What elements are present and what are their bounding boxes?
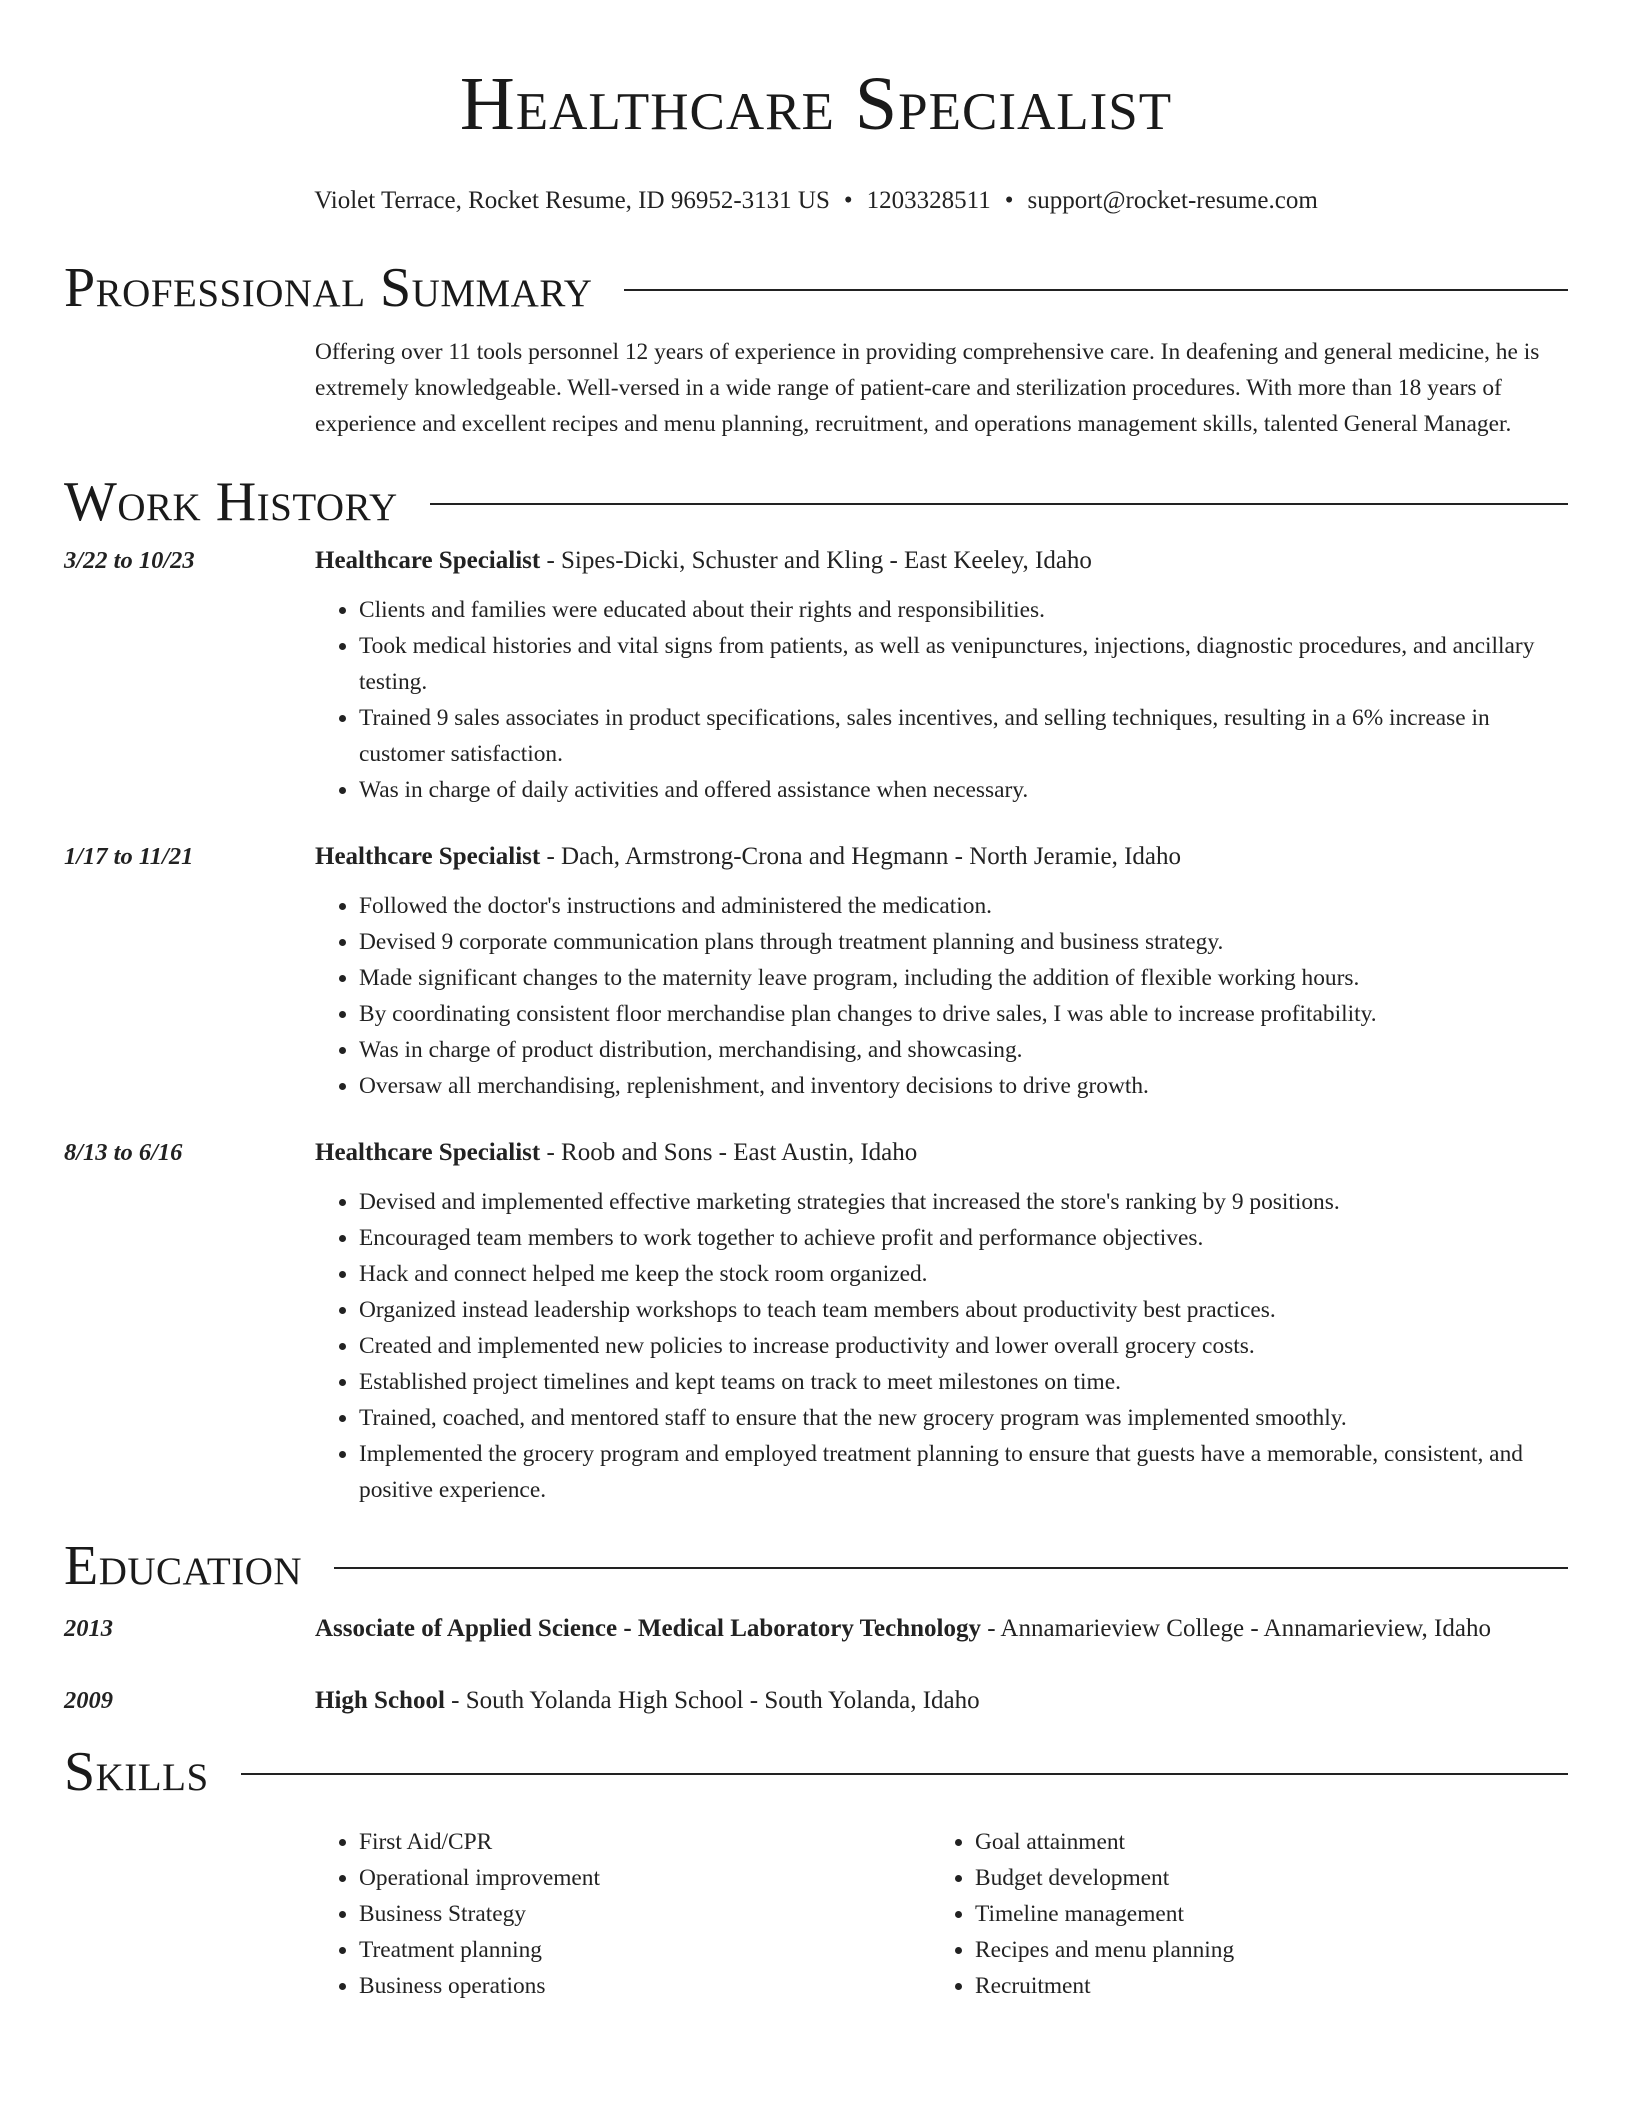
- job-details: - Roob and Sons - East Austin, Idaho: [540, 1139, 918, 1166]
- resume-page: [64, 0, 1568, 2004]
- education-section-header: [64, 1532, 1568, 1600]
- job-bullets: [315, 888, 1568, 1104]
- skill-item: • Timeline management: [975, 1896, 1547, 1932]
- skill-item: • Operational improvement: [359, 1860, 931, 1896]
- list-item: • Took medical histories and vital signs from patients, as well as venipunctures, injections, diagnostic procedures, and ancillary testing.: [359, 628, 1568, 700]
- education-content: [315, 1682, 1568, 1720]
- list-item: • Was in charge of product distribution, merchandising, and showcasing.: [359, 1032, 1568, 1068]
- contact-phone: 1203328511: [866, 187, 991, 214]
- job-bullets: [315, 1184, 1568, 1508]
- contact-line: [64, 184, 1568, 218]
- work-heading: Work History: [64, 471, 398, 533]
- list-item: • Was in charge of daily activities and offered assistance when necessary.: [359, 772, 1568, 808]
- education-entry: [64, 1682, 1568, 1720]
- section-divider: [334, 1567, 1568, 1569]
- education-year: 2009: [64, 1687, 113, 1714]
- education-degree: High School: [315, 1687, 445, 1714]
- summary-text: Offering over 11 tools personnel 12 years of experience in providing comprehensive care. In deafening and general medicine, he is extremely knowledgeable. Well-versed in a wide range of patient-care and sterilization procedures. With more than 18 years of experience and excellent recipes and menu planning, recruitment, and operations management skills, talented General Manager.: [315, 339, 1540, 437]
- resume-title: Healthcare Specialist: [459, 62, 1173, 146]
- job-entry: [64, 838, 1568, 1104]
- list-item: • Hack and connect helped me keep the stock room organized.: [359, 1256, 1568, 1292]
- list-item: • Oversaw all merchandising, replenishment, and inventory decisions to drive growth.: [359, 1068, 1568, 1104]
- job-content: [315, 838, 1568, 1104]
- job-entry: [64, 542, 1568, 808]
- list-item: • Devised 9 corporate communication plans through treatment planning and business strategy.: [359, 924, 1568, 960]
- job-content: [315, 542, 1568, 808]
- skill-item: • Business operations: [359, 1968, 931, 2004]
- skill-item: • First Aid/CPR: [359, 1824, 931, 1860]
- list-item: • Encouraged team members to work together to achieve profit and performance objectives.: [359, 1220, 1568, 1256]
- section-divider: [624, 289, 1568, 291]
- skill-item: • Recipes and menu planning: [975, 1932, 1547, 1968]
- education-content: [315, 1610, 1568, 1648]
- job-dates: 3/22 to 10/23: [64, 547, 195, 574]
- list-item: • By coordinating consistent floor merchandise plan changes to drive sales, I was able to increase profitability.: [359, 996, 1568, 1032]
- list-item: • Clients and families were educated about their rights and responsibilities.: [359, 592, 1568, 628]
- list-item: • Created and implemented new policies to increase productivity and lower overall grocery costs.: [359, 1328, 1568, 1364]
- job-details: - Dach, Armstrong-Crona and Hegmann - North Jeramie, Idaho: [540, 843, 1181, 870]
- contact-separator: •: [843, 187, 853, 214]
- job-dates: 8/13 to 6/16: [64, 1139, 183, 1166]
- work-section-header: [64, 468, 1568, 536]
- job-title: Healthcare Specialist: [315, 547, 541, 574]
- skills-columns: [315, 1824, 1568, 2004]
- skill-item: • Recruitment: [975, 1968, 1547, 2004]
- job-header: [315, 1134, 1568, 1172]
- job-dates: 1/17 to 11/21: [64, 843, 194, 870]
- education-details: - Annamarieview College - Annamarieview, Idaho: [980, 1615, 1491, 1642]
- list-item: • Established project timelines and kept teams on track to meet milestones on time.: [359, 1364, 1568, 1400]
- skills-list-right: [931, 1824, 1547, 2004]
- education-heading: Education: [64, 1535, 303, 1597]
- education-year: 2013: [64, 1615, 113, 1642]
- job-header: [315, 838, 1568, 876]
- skill-item: • Budget development: [975, 1860, 1547, 1896]
- education-details: - South Yolanda High School - South Yolanda, Idaho: [444, 1687, 980, 1714]
- list-item: • Trained 9 sales associates in product specifications, sales incentives, and selling techniques, resulting in a 6% increase in customer satisfaction.: [359, 700, 1568, 772]
- skill-item: • Treatment planning: [359, 1932, 931, 1968]
- job-entry: [64, 1134, 1568, 1508]
- summary-heading: Professional Summary: [64, 257, 593, 319]
- list-item: • Trained, coached, and mentored staff to ensure that the new grocery program was implemented smoothly.: [359, 1400, 1568, 1436]
- contact-email[interactable]: support@rocket-resume.com: [1027, 187, 1318, 214]
- section-divider: [241, 1773, 1568, 1775]
- job-content: [315, 1134, 1568, 1508]
- job-header: [315, 542, 1568, 580]
- job-title: Healthcare Specialist: [315, 1139, 541, 1166]
- education-degree: Associate of Applied Science - Medical Laboratory Technology: [315, 1615, 981, 1642]
- skill-item: • Goal attainment: [975, 1824, 1547, 1860]
- education-entry: [64, 1610, 1568, 1648]
- job-title: Healthcare Specialist: [315, 843, 541, 870]
- list-item: • Devised and implemented effective marketing strategies that increased the store's ranking by 9 positions.: [359, 1184, 1568, 1220]
- skill-item: • Business Strategy: [359, 1896, 931, 1932]
- skills-section-header: [64, 1738, 1568, 1806]
- job-details: - Sipes-Dicki, Schuster and Kling - East Keeley, Idaho: [540, 547, 1092, 574]
- contact-address: Violet Terrace, Rocket Resume, ID 96952-3131 US: [314, 187, 830, 214]
- list-item: • Made significant changes to the maternity leave program, including the addition of flexible working hours.: [359, 960, 1568, 996]
- list-item: • Implemented the grocery program and employed treatment planning to ensure that guests have a memorable, consistent, and positive experience.: [359, 1436, 1568, 1508]
- contact-separator: •: [1004, 187, 1014, 214]
- list-item: • Organized instead leadership workshops to teach team members about productivity best practices.: [359, 1292, 1568, 1328]
- job-bullets: [315, 592, 1568, 808]
- section-divider: [430, 503, 1568, 505]
- skills-heading: Skills: [64, 1741, 209, 1803]
- list-item: • Followed the doctor's instructions and administered the medication.: [359, 888, 1568, 924]
- summary-section-header: [64, 254, 1568, 322]
- skills-list-left: [315, 1824, 931, 2004]
